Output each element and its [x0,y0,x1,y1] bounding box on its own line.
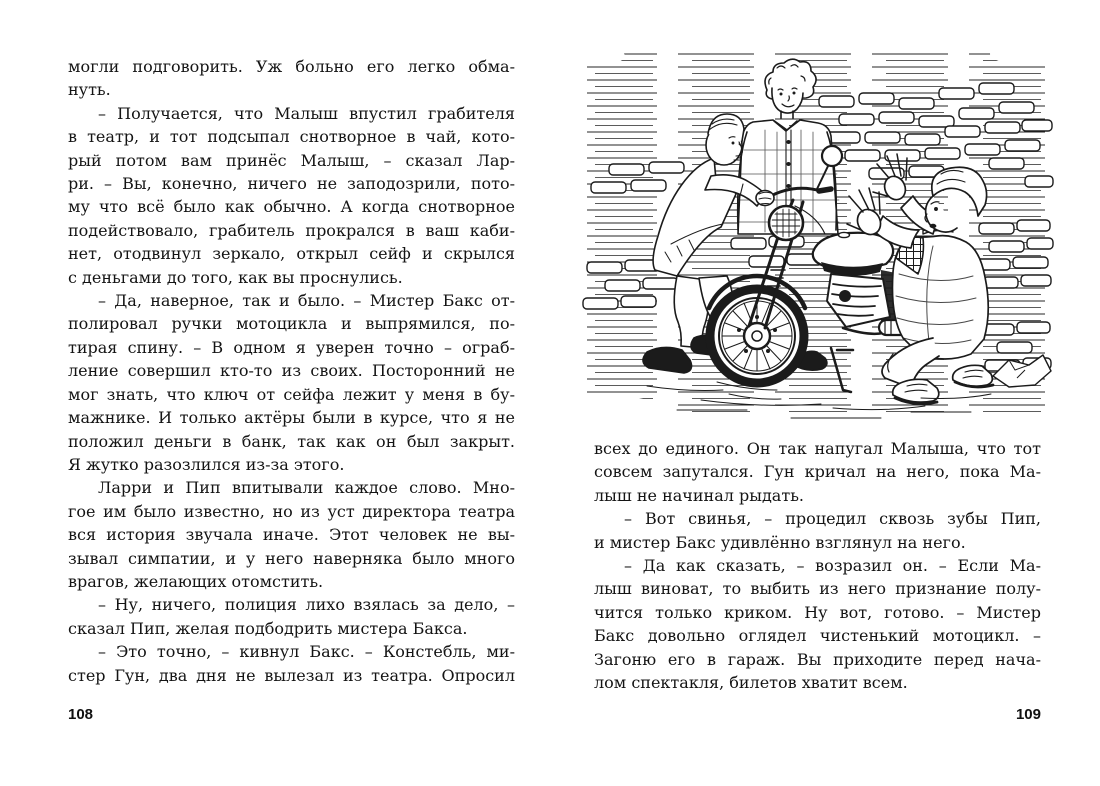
text-line: – Ну, ничего, полиция лихо взялась за дело, – [98,595,515,615]
text-line: совсем запутался. Гун кричал на него, пока Ма- [594,462,1041,482]
text-line: му что всё было как обычно. А когда снотворное [68,197,515,217]
text-line: гое им было известно, но из уст директора театра [68,501,515,521]
text-line: положил деньги в банк, так как он был закрыт. [68,431,515,451]
text-line: сказал Пип, желая подбодрить мистера Бакса. [68,618,468,638]
text-line: – Вот свинья, – процедил сквозь зубы Пип, [624,509,1041,529]
page-number-right: 109 [1015,706,1041,723]
text-line: полировал ручки мотоцикла и выпрямился, по- [68,314,515,334]
text-line: врагов, желающих отомстить. [68,571,324,591]
text-line: – Да как сказать, – возразил он. – Если Ма- [624,556,1041,576]
right-page-text [594,437,1041,694]
text-line: лом спектакля, билетов хватит всем. [594,673,908,693]
text-line: – Это точно, – кивнул Бакс. – Констебль, ми- [98,642,515,662]
text-line: рый потом вам принёс Малыш, – сказал Лар- [68,150,515,170]
text-line: вся история звучала иначе. Этот человек не вы- [68,525,515,545]
text-line: ри. – Вы, конечно, ничего не заподозрили, пото- [68,174,515,194]
text-line: Бакс довольно оглядел чистенький мотоцикл. – [594,626,1041,646]
text-line: Я жутко разозлился из-за этого. [68,454,345,474]
text-line: подействовало, грабитель прокрался в ваш каби- [68,220,515,240]
book-illustration [581,38,1055,430]
text-line: лыш виноват, то выбить из него признание полу- [594,579,1041,599]
text-line: ление совершил кто-то из своих. Посторонний не [68,361,515,381]
text-line: – Получается, что Малыш впустил грабителя [98,103,515,123]
text-line: нет, отодвинул зеркало, открыл сейф и скрылся [68,244,515,264]
text-line: мог знать, что ключ от сейфа лежит у меня в бу- [68,384,515,404]
text-line: – Да, наверное, так и было. – Мистер Бакс от- [98,291,515,311]
text-line: лыш не начинал рыдать. [594,485,804,505]
text-line: Ларри и Пип впитывали каждое слово. Мно- [98,478,515,498]
text-line: могли подговорить. Уж больно его легко обма- [68,57,515,76]
text-line: зывал симпатии, и у него наверняка было много [68,548,515,568]
text-line: стер Гун, два дня не вылезал из театра. Опросил [68,665,515,685]
page-number-left: 108 [68,706,94,723]
text-line: мажнике. И только актёры были в курсе, что я не [68,408,515,428]
text-line: и мистер Бакс удивлённо взглянул на него. [594,532,966,552]
text-line: всех до единого. Он так напугал Малыша, что тот [594,439,1041,458]
text-line: тирая спину. – В одном я уверен точно – ограб- [68,337,515,357]
text-line: Загоню его в гараж. Вы приходите перед нача- [594,649,1041,669]
text-line: с деньгами до того, как вы проснулись. [68,267,403,287]
text-line: чится только криком. Ну вот, готово. – Мистер [594,602,1041,622]
illustration-drawing [581,38,1055,430]
left-page-text [68,55,515,687]
text-line: нуть. [68,80,111,100]
text-line: в театр, и тот подсыпал снотворное в чай, кото- [68,127,515,147]
